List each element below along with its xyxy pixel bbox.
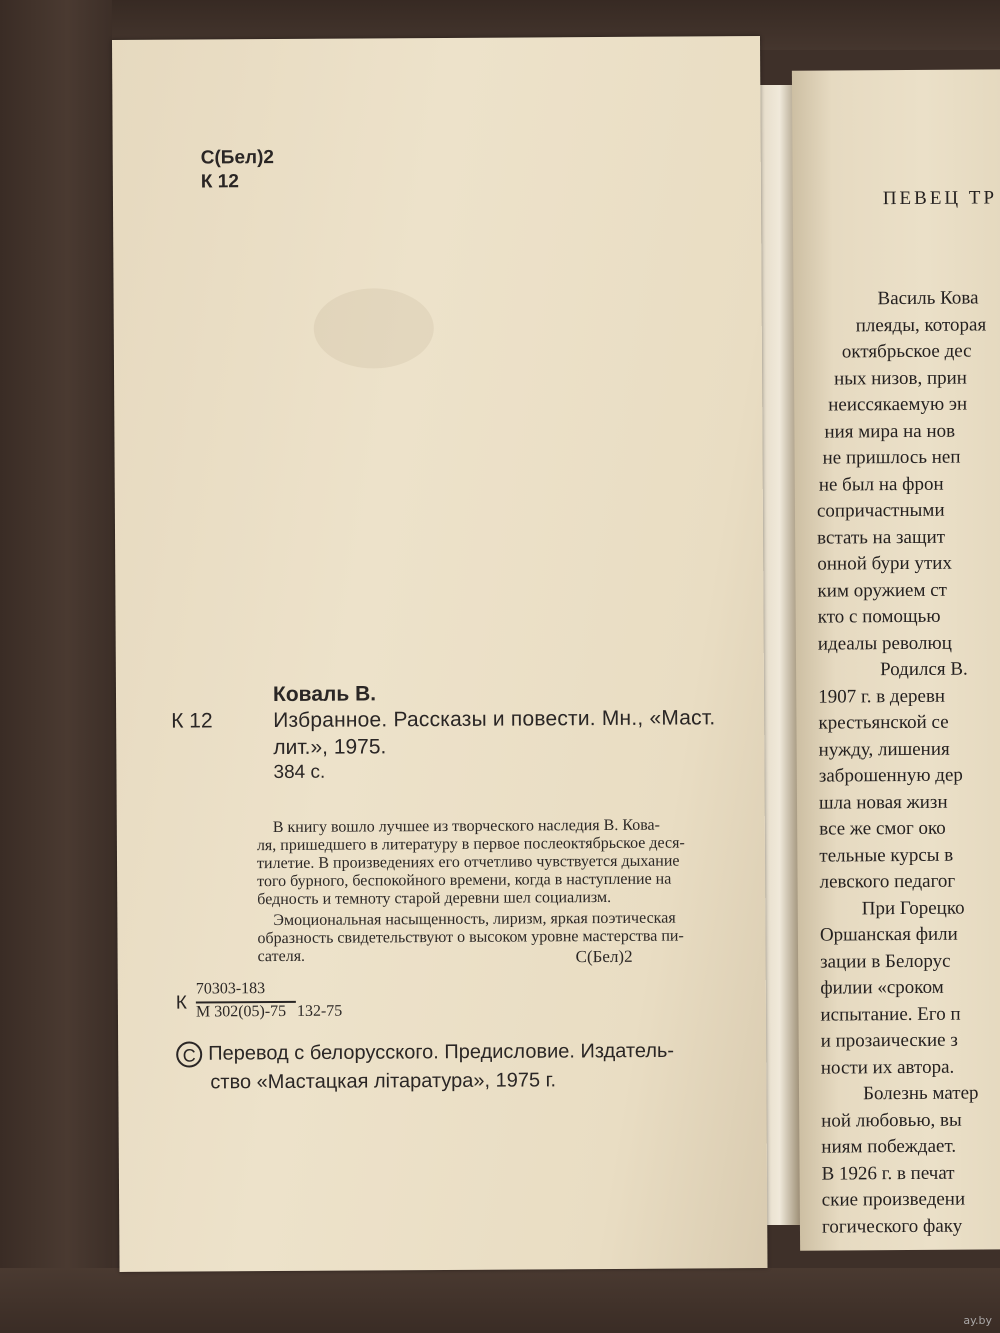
right-page-line: ных низов, прин [833, 367, 967, 389]
paper-stain [314, 288, 434, 369]
right-page-line: ким оружием ст [817, 579, 948, 602]
classification-bottom: С(Бел)2 [575, 946, 633, 967]
right-page-line: Оршанская фили [819, 923, 958, 946]
author-name: Коваль В. [272, 682, 377, 707]
annotation-line: бедность и темноту старой деревни шел социализм. [257, 888, 612, 909]
right-page-line: онной бури утих [817, 552, 952, 575]
annotation-line: ля, пришедшего в литературу в первое послеоктябрьское деся- [256, 834, 685, 855]
right-page-line: идеалы революц [817, 632, 952, 655]
index-letter: К [175, 992, 188, 1014]
book-title-line: Избранное. Рассказы и повести. Мн., «Маст. [273, 706, 716, 733]
right-page-heading: ПЕВЕЦ ТР [882, 187, 998, 210]
right-page-line: филии «сроком [820, 976, 944, 999]
table-surface-left [0, 0, 112, 1333]
index-suffix: 132-75 [296, 1002, 343, 1020]
right-page-line: не пришлось неп [822, 446, 961, 469]
right-page-line: и прозаические з [820, 1029, 958, 1052]
right-page-line: гогического факу [821, 1215, 963, 1238]
annotation-line: сателя. [257, 947, 306, 966]
annotation-line: тилетие. В произведениях его отчетливо чувствуется дыхание [256, 852, 680, 873]
right-page-line: плеяды, которая [855, 313, 987, 336]
right-page-line: При Горецко [861, 897, 965, 919]
annotation-line: Эмоциональная насыщенность, лиризм, яркая поэтическая [273, 909, 676, 930]
right-page-line: зации в Белорус [820, 950, 951, 973]
copyright-icon: C [176, 1041, 202, 1067]
right-page-line: сопричастными [816, 499, 945, 522]
index-denominator: М 302(05)-75 [195, 1002, 287, 1021]
right-page-line: 1907 г. в деревн [818, 685, 946, 708]
right-page-line: все же смог око [819, 817, 946, 840]
right-page-line: Василь Кова [877, 287, 979, 310]
catalog-code-top: К 12 [200, 171, 239, 193]
right-page-line: тельные курсы в [819, 844, 954, 867]
page-count: 384 с. [273, 761, 326, 784]
right-page-line: испытание. Его п [820, 1003, 961, 1026]
table-surface-bottom [0, 1268, 1000, 1333]
right-page [792, 69, 1000, 1251]
annotation-line: образность свидетельствуют о высоком уровне мастерства пи- [257, 927, 684, 948]
right-page-line: не был на фрон [818, 473, 944, 496]
right-page-line: В 1926 г. в печат [821, 1162, 955, 1185]
publisher-line: лит.», 1975. [273, 735, 387, 760]
right-page-line: ния мира на нов [824, 420, 956, 443]
right-page-line: ности их автора. [820, 1056, 955, 1079]
annotation-line: В книгу вошло лучшее из творческого наследия В. Кова- [272, 816, 661, 837]
right-page-line: левского педагог [819, 870, 956, 893]
index-numerator: 70303-183 [195, 980, 266, 998]
catalog-code: К 12 [171, 709, 213, 733]
right-page-line: встать на защит [817, 526, 946, 549]
copyright-line-1 [176, 1039, 674, 1068]
right-page-line: нужду, лишения [818, 738, 950, 761]
right-page-line: кто с помощью [817, 605, 941, 628]
right-page-line: шла новая жизн [818, 791, 948, 814]
right-page-line: крестьянской се [818, 711, 949, 734]
watermark: ay.by [963, 1314, 992, 1327]
annotation-line: того бурного, беспокойного времени, когда в наступление на [257, 870, 672, 891]
right-page-line: ной любовью, вы [821, 1109, 962, 1132]
right-page-line: Болезнь матер [862, 1082, 979, 1105]
copyright-line-2: ство «Мастацкая літаратура», 1975 г. [210, 1069, 557, 1094]
right-page-line: ниям побеждает. [821, 1135, 957, 1158]
right-page-line: октябрьское дес [841, 340, 972, 363]
classification-code: С(Бел)2 [200, 147, 275, 169]
left-page [112, 36, 768, 1272]
right-page-line: ские произведени [821, 1188, 966, 1211]
right-page-line: Родился В. [879, 658, 968, 681]
right-page-line: заброшенную дер [818, 764, 963, 787]
copyright-text-1: Перевод с белорусского. Предисловие. Издатель- [208, 1039, 675, 1065]
right-page-line: неиссякаемую эн [828, 393, 968, 416]
